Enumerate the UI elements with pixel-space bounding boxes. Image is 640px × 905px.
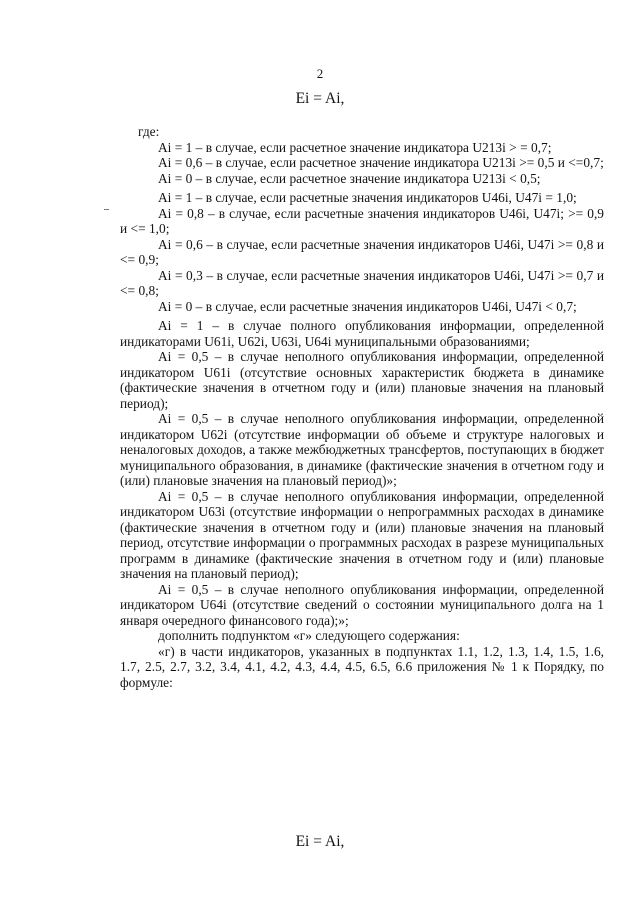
paragraph: Ai = 0,5 – в случае неполного опубликования информации, определенной индикатором U61i (отсутствие основных характеристик бюджета в динамике (фактические значения в отчетном году и (или) плановые значения на плановый период); [120, 349, 604, 411]
page-number: 2 [316, 66, 324, 81]
paragraph: Ai = 0,6 – в случае, если расчетные значения индикаторов U46i, U47i >= 0,8 и <= 0,9; [120, 236, 604, 267]
paragraph: Ai = 0,8 – в случае, если расчетные значения индикаторов U46i, U47i; >= 0,9 и <= 1,0; [120, 205, 604, 236]
paragraph: Ai = 1 – в случае, если расчетное значение индикатора U213i > = 0,7; [158, 139, 552, 155]
paragraph: Ai = 1 – в случае полного опубликования информации, определенной индикаторами U61i, U62i, U63i, U64i муниципальными образованиями; [120, 318, 604, 349]
paragraph: Ai = 0,5 – в случае неполного опубликования информации, определенной индикатором U63i (отсутствие информации о непрограммных расходах в динамике (фактические значения в отчетном году и (или) плановые значения на плановый период, отсутствие информации о программных расходах в разрезе муниципальных программ в динамике (фактические значения в отчетном году и (или) плановые значения на плановый период); [120, 488, 604, 581]
paragraph: дополнить подпунктом «г» следующего содержания: [158, 628, 460, 643]
body-text [120, 124, 604, 690]
scan-mark [104, 209, 109, 210]
paragraph: Ai = 1 – в случае, если расчетные значения индикаторов U46i, U47i = 1,0; [158, 190, 577, 205]
formula-bottom: Ei = Ai, [295, 833, 345, 850]
paragraph: «г) в части индикаторов, указанных в подпунктах 1.1, 1.2, 1.3, 1.4, 1.5, 1.6, 1.7, 2.5, 2.7, 3.2, 3.4, 4.1, 4.2, 4.3, 4.4, 4.5, 6.5, 6.6 приложения № 1 к Порядку, по формуле: [120, 643, 604, 690]
paragraph: Ai = 0,6 – в случае, если расчетное значение индикатора U213i >= 0,5 и <=0,7; [158, 155, 604, 170]
formula-top: Ei = Ai, [295, 90, 345, 107]
paragraph: Ai = 0,3 – в случае, если расчетные значения индикаторов U46i, U47i >= 0,7 и <= 0,8; [120, 267, 604, 298]
paragraph: Ai = 0 – в случае, если расчетное значение индикатора U213i < 0,5; [158, 170, 541, 186]
paragraph: Ai = 0,5 – в случае неполного опубликования информации, определенной индикатором U64i (отсутствие сведений о состоянии муниципального долга на 1 января очередного финансового года);»; [120, 581, 604, 628]
paragraph-where: где: [138, 124, 160, 139]
paragraph: Ai = 0,5 – в случае неполного опубликования информации, определенной индикатором U62i (отсутствие информации об объеме и структуре налоговых и неналоговых доходов, а также межбюджетных трансфертов, поступающих в бюджет муниципального образования, в динамике (фактические значения в отчетном году и (или) плановые значения на плановый период)»; [120, 411, 604, 488]
paragraph: Ai = 0 – в случае, если расчетные значения индикаторов U46i, U47i < 0,7; [158, 298, 577, 314]
